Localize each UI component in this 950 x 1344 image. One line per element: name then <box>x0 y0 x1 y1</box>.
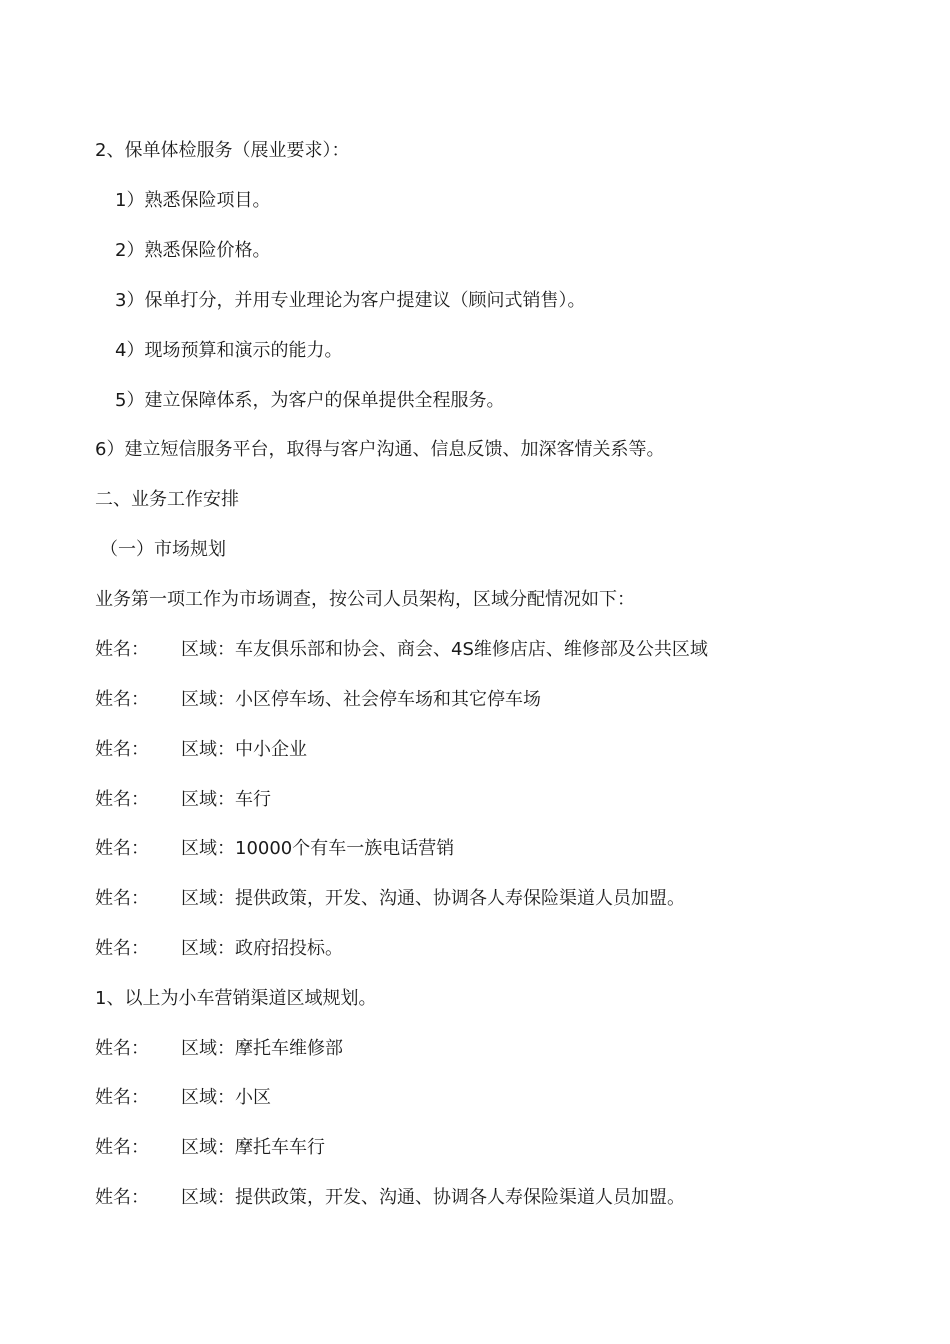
region-text: 区域：中小企业 <box>181 739 307 760</box>
name-label: 姓名： <box>95 1187 149 1208</box>
sub-item-4: 4）现场预算和演示的能力。 <box>115 340 343 361</box>
region-text: 区域：摩托车维修部 <box>181 1038 343 1059</box>
name-label: 姓名： <box>95 739 149 760</box>
region-text: 区域：车行 <box>181 789 271 810</box>
name-label: 姓名： <box>95 1038 149 1059</box>
item-6: 6）建立短信服务平台，取得与客户沟通、信息反馈、加深客情关系等。 <box>95 439 665 460</box>
name-label: 姓名： <box>95 1087 149 1108</box>
region-text: 区域：10000个有车一族电话营销 <box>181 838 455 859</box>
sub-item-5: 5）建立保障体系，为客户的保单提供全程服务。 <box>115 390 505 411</box>
car-channel-summary: 1、以上为小车营销渠道区域规划。 <box>95 988 377 1009</box>
sub-item-3: 3）保单打分，并用专业理论为客户提建议（顾问式销售）。 <box>115 290 586 311</box>
name-label: 姓名： <box>95 938 149 959</box>
region-text: 区域：小区停车场、社会停车场和其它停车场 <box>181 689 541 710</box>
name-label: 姓名： <box>95 1137 149 1158</box>
region-text: 区域：提供政策，开发、沟通、协调各人寿保险渠道人员加盟。 <box>181 1187 685 1208</box>
name-label: 姓名： <box>95 838 149 859</box>
subheading-market-planning: （一）市场规划 <box>100 539 226 560</box>
region-text: 区域：政府招投标。 <box>181 938 343 959</box>
name-label: 姓名： <box>95 639 149 660</box>
name-label: 姓名： <box>95 888 149 909</box>
name-label: 姓名： <box>95 689 149 710</box>
region-text: 区域：小区 <box>181 1087 271 1108</box>
intro-paragraph: 业务第一项工作为市场调查，按公司人员架构，区域分配情况如下： <box>95 589 635 610</box>
sub-item-1: 1）熟悉保险项目。 <box>115 190 271 211</box>
region-text: 区域：摩托车车行 <box>181 1137 325 1158</box>
region-text: 区域：车友俱乐部和协会、商会、4S维修店店、维修部及公共区域 <box>181 639 708 660</box>
heading-business-arrangement: 二、业务工作安排 <box>95 489 239 510</box>
name-label: 姓名： <box>95 789 149 810</box>
section-2-title: 2、保单体检服务（展业要求）： <box>95 140 350 161</box>
region-text: 区域：提供政策，开发、沟通、协调各人寿保险渠道人员加盟。 <box>181 888 685 909</box>
sub-item-2: 2）熟悉保险价格。 <box>115 240 271 261</box>
